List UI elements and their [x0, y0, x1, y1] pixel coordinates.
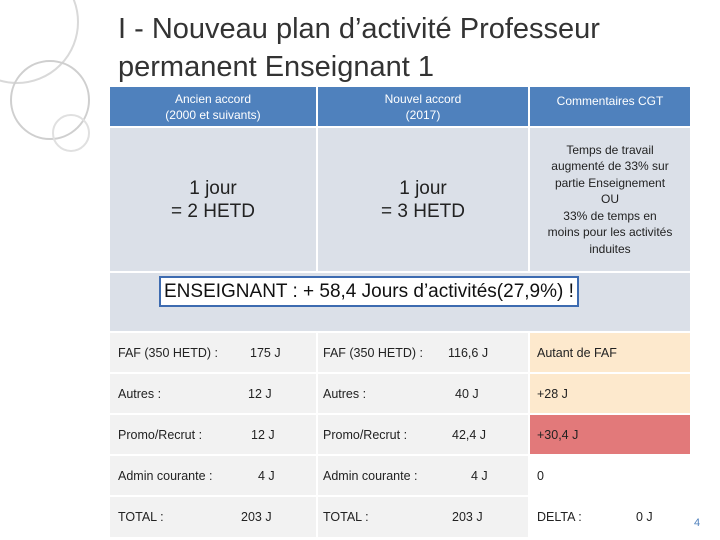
header-old-agreement	[110, 87, 317, 127]
new-faf-value: 116,6 J	[448, 345, 489, 360]
title-line-1: I - Nouveau plan d’activité Professeur	[118, 13, 600, 45]
new-autres-value: 40 J	[455, 386, 479, 401]
old-ratio-cell	[110, 127, 317, 271]
faf-comment-cell	[529, 332, 690, 373]
comment-line-4: OU	[601, 192, 619, 207]
new-total-value: 203 J	[452, 510, 483, 524]
header-old-line1: Ancien accord	[174, 91, 252, 106]
old-total-label: TOTAL :	[118, 510, 164, 524]
comparison-table	[110, 87, 690, 271]
old-admin-label: Admin courante :	[118, 468, 213, 483]
new-autres-cell	[317, 373, 529, 414]
new-promo-value: 42,4 J	[452, 427, 487, 442]
detail-row-admin	[110, 455, 690, 496]
old-faf-label: FAF (350 HETD) :	[118, 345, 219, 360]
new-promo-label: Promo/Recrut :	[323, 427, 408, 442]
comment-line-3: partie Enseignement	[554, 175, 666, 190]
detail-row-total	[110, 496, 690, 537]
old-admin-cell	[110, 455, 317, 496]
old-faf-value: 175 J	[250, 345, 281, 360]
old-autres-label: Autres :	[118, 386, 162, 401]
slide-title	[118, 10, 708, 86]
new-faf-cell	[317, 332, 529, 373]
title-line-2: permanent Enseignant 1	[118, 51, 434, 83]
promo-comment: +30,4 J	[537, 427, 579, 442]
new-ratio-line1: 1 jour	[399, 177, 447, 199]
admin-comment-cell	[529, 455, 690, 496]
old-autres-value: 12 J	[248, 386, 272, 401]
header-old-line2: (2000 et suivants)	[165, 107, 261, 122]
delta-label: DELTA :	[537, 510, 582, 524]
comment-line-2: augmenté de 33% sur	[551, 159, 669, 174]
admin-comment: 0	[537, 468, 544, 483]
old-promo-label: Promo/Recrut :	[118, 427, 203, 442]
comment-line-1: Temps de travail	[566, 142, 654, 157]
old-faf-cell	[110, 332, 317, 373]
page-number: 4	[694, 517, 701, 529]
new-total-cell	[317, 496, 529, 537]
new-admin-cell	[317, 455, 529, 496]
comment-line-5: 33% de temps en	[563, 208, 657, 223]
header-new-agreement	[317, 87, 529, 127]
old-total-cell	[110, 496, 317, 537]
activity-detail-table	[110, 331, 690, 537]
header-comments	[529, 87, 690, 127]
promo-comment-cell	[529, 414, 690, 455]
new-admin-value: 4 J	[471, 468, 488, 483]
delta-value: 0 J	[636, 510, 653, 524]
ratio-row	[110, 127, 690, 271]
old-promo-value: 12 J	[251, 427, 275, 442]
detail-row-promo	[110, 414, 690, 455]
header-comments-label: Commentaires CGT	[556, 94, 664, 108]
new-faf-label: FAF (350 HETD) :	[323, 345, 424, 360]
new-ratio-cell	[317, 127, 529, 271]
autres-comment: +28 J	[537, 386, 568, 401]
detail-row-faf	[110, 332, 690, 373]
autres-comment-cell	[529, 373, 690, 414]
old-admin-value: 4 J	[258, 468, 275, 483]
delta-cell	[529, 496, 690, 537]
comment-line-6: moins pour les activités	[547, 225, 673, 240]
old-ratio-line1: 1 jour	[189, 177, 237, 199]
old-autres-cell	[110, 373, 317, 414]
new-autres-label: Autres :	[323, 386, 367, 401]
faf-comment: Autant de FAF	[537, 345, 617, 360]
detail-row-autres	[110, 373, 690, 414]
new-admin-label: Admin courante :	[323, 468, 418, 483]
old-total-value: 203 J	[241, 510, 272, 524]
comment-cell	[529, 127, 690, 271]
header-row	[110, 87, 690, 127]
decorative-circle-small	[52, 114, 90, 152]
old-ratio-line2: = 2 HETD	[171, 200, 255, 222]
new-ratio-line2: = 3 HETD	[381, 200, 465, 222]
old-promo-cell	[110, 414, 317, 455]
banner-highlight: ENSEIGNANT : + 58,4 Jours d’activités(27,9%) !	[159, 276, 579, 307]
header-new-line2: (2017)	[405, 107, 441, 122]
new-promo-cell	[317, 414, 529, 455]
new-total-label: TOTAL :	[323, 510, 369, 524]
comment-line-7: induites	[589, 241, 631, 256]
header-new-line1: Nouvel accord	[384, 91, 462, 106]
